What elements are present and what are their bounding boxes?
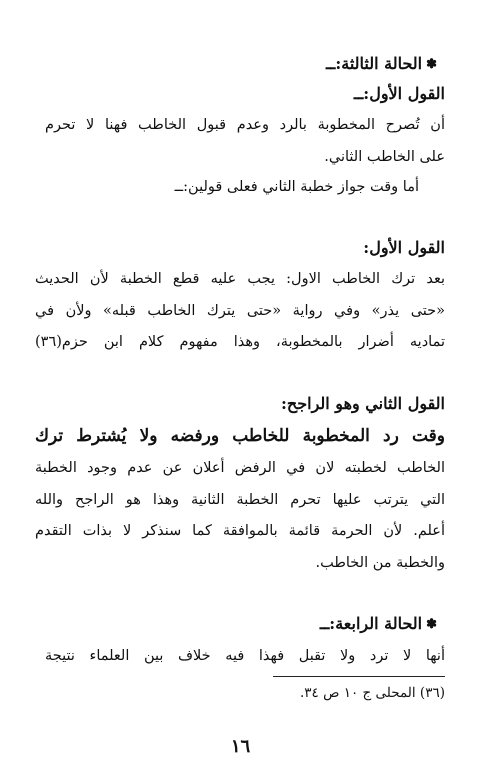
- heading-text: الحالة الرابعة:ــ: [319, 614, 423, 633]
- text-line: بعد ترك الخاطب الاول: يجب عليه قطع الخطبة لأن الحديث: [35, 271, 445, 287]
- text-line: «حتى يذر» وفي رواية «حتى يترك الخاطب قبله» ولأن في: [35, 303, 445, 319]
- text-line-bold: وقت رد المخطوبة للخاطب ورفضه ولا يُشترط ترك: [35, 426, 445, 446]
- heading-text: الحالة الثالثة:ــ: [325, 54, 423, 73]
- text-line: التي يترتب عليها تحرم الخطبة الثانية وهذا هو الراجح والله: [35, 492, 445, 508]
- heading-first-opinion: القول الأول:ــ: [353, 84, 445, 103]
- text-line: أعلم. لأن الحرمة قائمة بالموافقة كما سنذكر لا بذات التقدم: [35, 523, 445, 539]
- text-line: أما وقت جواز خطبة الثاني فعلى قولين:ــ: [174, 179, 419, 195]
- text-line: تماديه أضرار بالمخطوبة، وهذا مفهوم كلام ابن حزم(٣٦): [35, 334, 445, 350]
- text-line: الخاطب لخطبته لان في الرفض أعلان عن عدم وجود الخطبة: [35, 460, 445, 476]
- heading-first-opinion: القول الأول:: [363, 238, 445, 257]
- text-line: أن تُصرح المخطوبة بالرد وعدم قبول الخاطب فهنا لا تحرم: [45, 117, 445, 133]
- text-line: أنها لا ترد ولا تقبل فهذا فيه خلاف بين العلماء نتيجة: [45, 648, 445, 664]
- text-line: والخطبة من الخاطب.: [315, 555, 445, 571]
- page-number: ١٦: [230, 736, 251, 757]
- footnote-separator: [273, 676, 445, 677]
- heading-case-four: [320, 613, 437, 636]
- asterisk-bullet-icon: ✽: [426, 617, 437, 632]
- footnote: (٣٦) المحلى ج ١٠ ص ٣٤.: [300, 685, 445, 701]
- asterisk-bullet-icon: ✽: [426, 57, 437, 72]
- heading-second-opinion: القول الثاني وهو الراجح:: [281, 394, 445, 413]
- heading-case-three: [326, 53, 437, 76]
- text-line: على الخاطب الثاني.: [324, 149, 445, 165]
